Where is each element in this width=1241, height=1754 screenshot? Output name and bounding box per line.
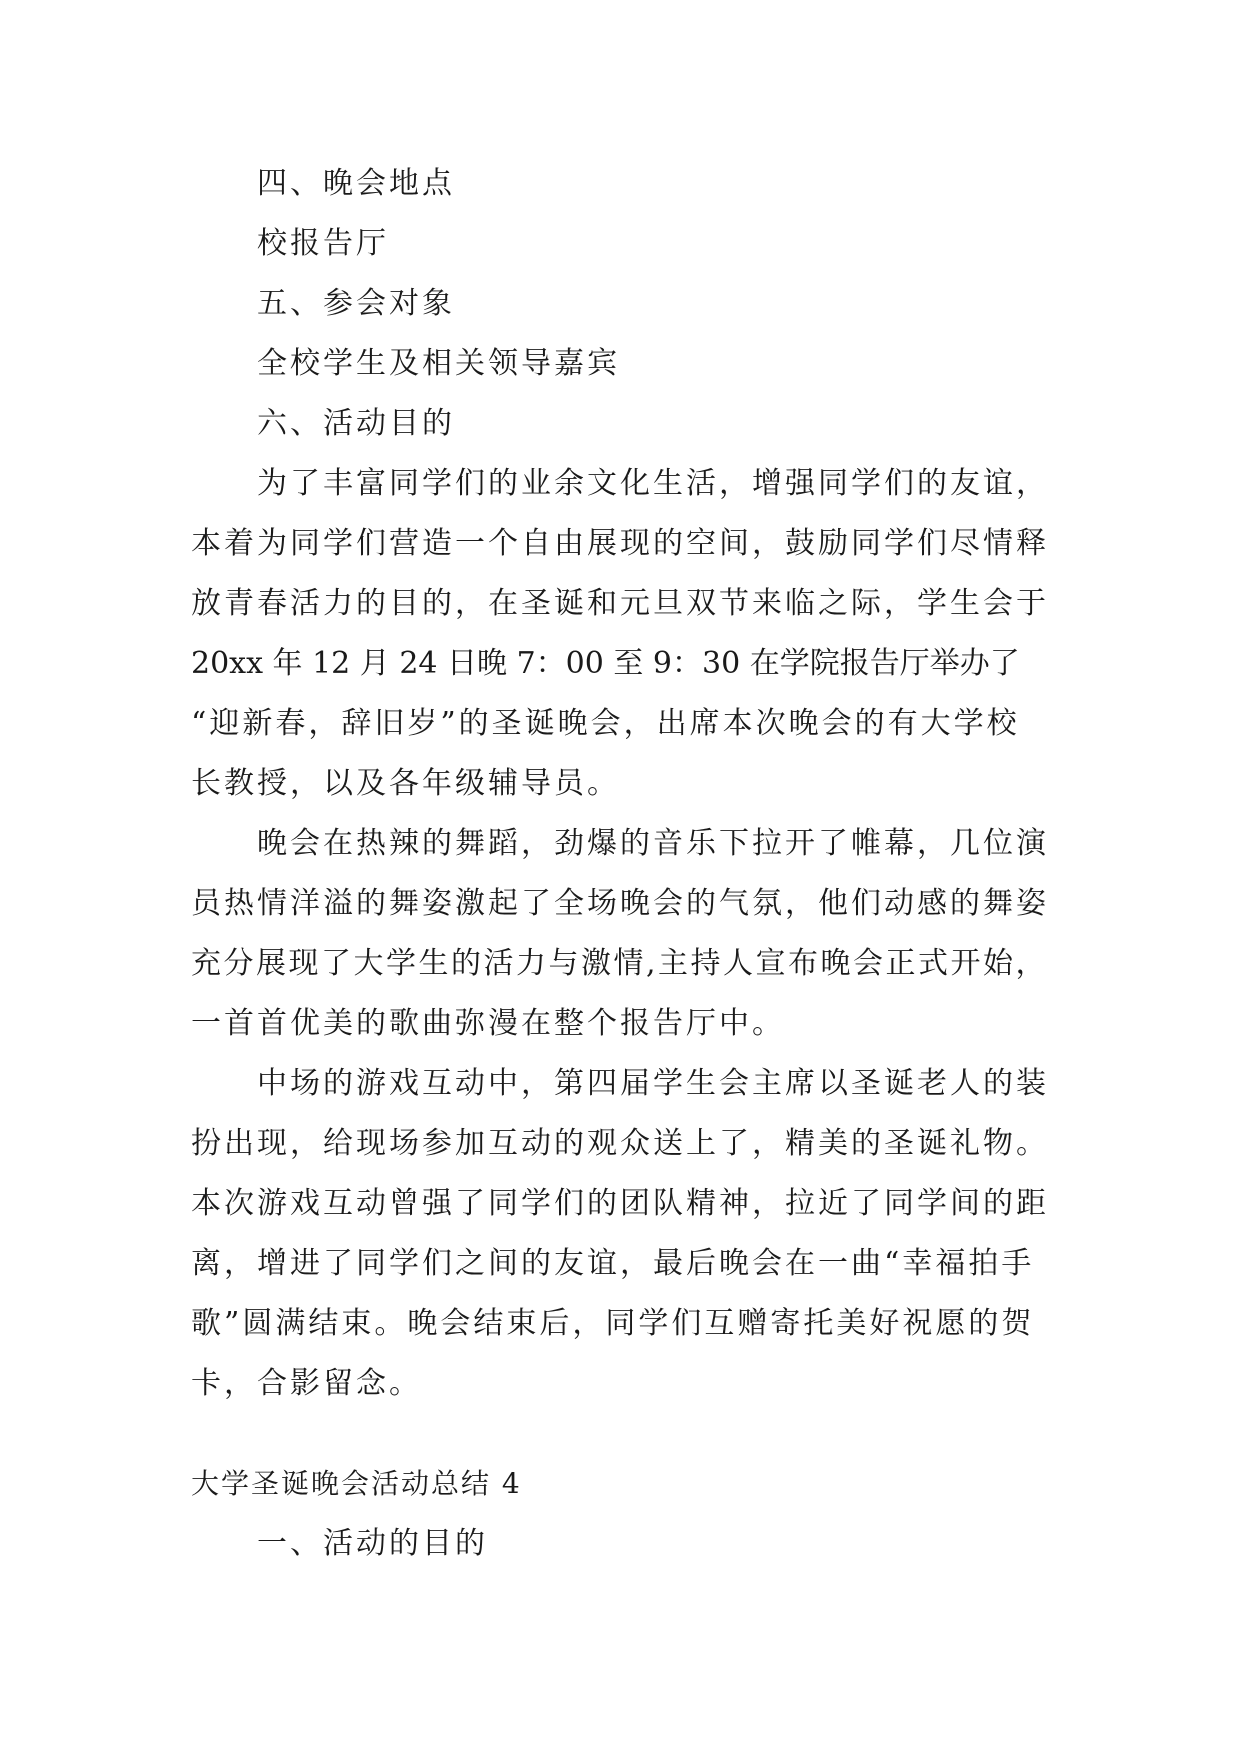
paragraph-line: 充分展现了大学生的活力与激情,主持人宣布晚会正式开始， — [191, 946, 1049, 981]
paragraph-line: 员热情洋溢的舞姿激起了全场晚会的气氛，他们动感的舞姿 — [191, 886, 1049, 921]
paragraph-line: 中场的游戏互动中，第四届学生会主席以圣诞老人的装 — [257, 1066, 1049, 1101]
paragraph-line: 本次游戏互动曾强了同学们的团队精神，拉近了同学间的距 — [191, 1186, 1049, 1221]
next-section-heading: 一、活动的目的 — [257, 1526, 488, 1561]
paragraph-line: 为了丰富同学们的业余文化生活，增强同学们的友谊， — [257, 466, 1049, 501]
paragraph-line: 长教授，以及各年级辅导员。 — [191, 766, 620, 801]
paragraph-line: 晚会在热辣的舞蹈，劲爆的音乐下拉开了帷幕，几位演 — [257, 826, 1049, 861]
section-heading-attendees: 五、参会对象 — [257, 286, 455, 321]
paragraph-line: 卡，合影留念。 — [191, 1366, 422, 1401]
paragraph-line: 本着为同学们营造一个自由展现的空间，鼓励同学们尽情释 — [191, 526, 1049, 561]
section-content-attendees: 全校学生及相关领导嘉宾 — [257, 346, 620, 381]
paragraph-line: 一首首优美的歌曲弥漫在整个报告厅中。 — [191, 1006, 785, 1041]
paragraph-line: “迎新春，辞旧岁”的圣诞晚会，出席本次晚会的有大学校 — [191, 706, 1020, 741]
paragraph-line: 扮出现，给现场参加互动的观众送上了，精美的圣诞礼物。 — [191, 1126, 1049, 1161]
section-heading-purpose: 六、活动目的 — [257, 406, 455, 441]
paragraph-line: 20xx 年 12 月 24 日晚 7：00 至 9：30 在学院报告厅举办了 — [191, 646, 1020, 681]
section-content-venue: 校报告厅 — [257, 226, 389, 261]
paragraph-line: 离，增进了同学们之间的友谊，最后晚会在一曲“幸福拍手 — [191, 1246, 1035, 1281]
paragraph-line: 歌”圆满结束。晚会结束后，同学们互赠寄托美好祝愿的贺 — [191, 1306, 1035, 1341]
section-heading-venue: 四、晚会地点 — [257, 166, 455, 201]
next-section-title: 大学圣诞晚会活动总结 4 — [191, 1467, 522, 1500]
paragraph-line: 放青春活力的目的，在圣诞和元旦双节来临之际，学生会于 — [191, 586, 1049, 621]
